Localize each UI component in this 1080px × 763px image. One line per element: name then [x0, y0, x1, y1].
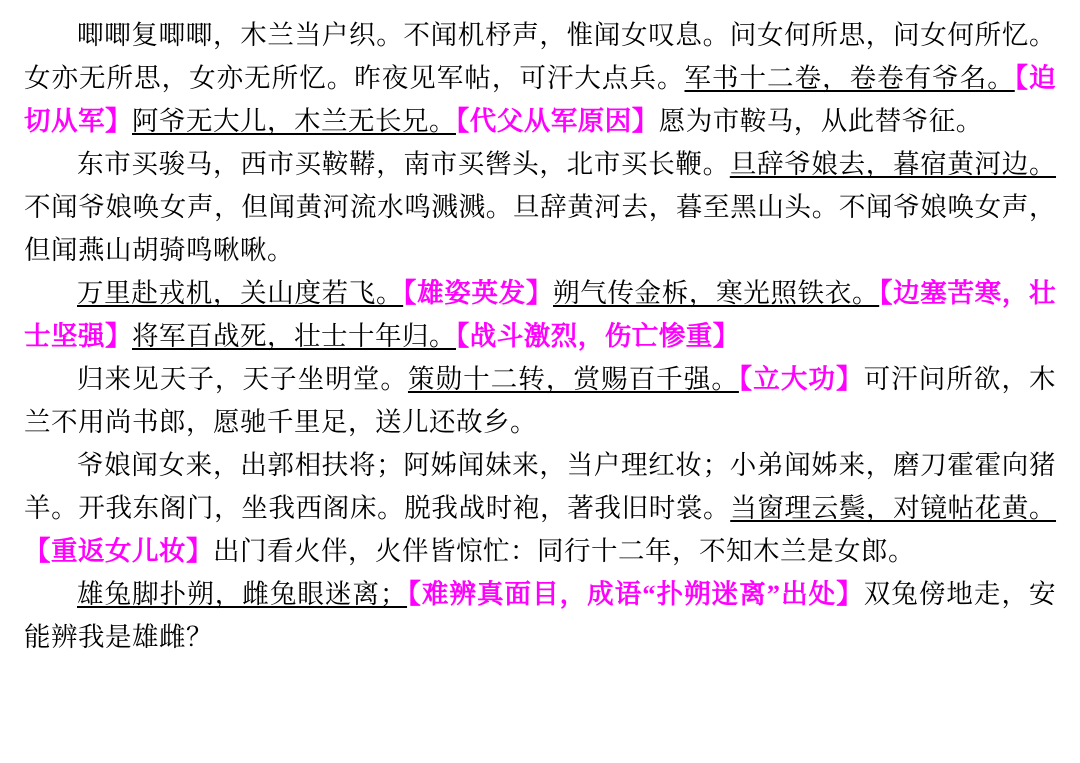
annotation-note: 【立大功】 [738, 364, 864, 394]
annotation-note: 【战斗激烈，伤亡惨重】 [456, 321, 740, 351]
paragraph [24, 358, 1056, 444]
annotation-note: 【重返女儿妆】 [24, 536, 213, 566]
underlined-text: 当窗理云鬓，对镜帖花黄。 [730, 493, 1057, 523]
poem-body [24, 14, 1056, 659]
paragraph [24, 444, 1056, 573]
underlined-text: 策勋十二转，赏赐百千强。 [407, 364, 739, 394]
plain-text: 爷娘闻女来，出郭相扶将；阿姊闻妹来，当户理红妆；小弟闻姊来，磨刀霍霍向猪羊。开我东阁门，坐我西阁床。脱我战时袍，著我旧时裳。 [24, 450, 1056, 523]
paragraph [24, 573, 1056, 659]
underlined-text: 军书十二卷，卷卷有爷名。 [684, 63, 1015, 93]
plain-text: 唧唧复唧唧，木兰当户织。不闻机杼声，惟闻女叹息。问女何所思，问女何所忆。女亦无所思，女亦无所忆。昨夜见军帖，可汗大点兵。 [24, 20, 1056, 93]
underlined-text: 旦辞爷娘去，暮宿黄河边。 [729, 149, 1057, 179]
annotation-note: 【代父从军原因】 [456, 106, 659, 136]
annotation-note: 【雄姿英发】 [403, 278, 554, 308]
plain-text: 东市买骏马，西市买鞍鞯，南市买辔头，北市买长鞭。 [77, 149, 730, 179]
annotation-note: 【边塞苦寒，壮士坚强】 [24, 278, 1057, 351]
plain-text: 不闻爷娘唤女声，但闻黄河流水鸣溅溅。旦辞黄河去，暮至黑山头。不闻爷娘唤女声，但闻燕山胡骑鸣啾啾。 [24, 192, 1056, 265]
underlined-text: 将军百战死，壮士十年归。 [132, 321, 456, 351]
underlined-text: 阿爷无大儿，木兰无长兄。 [132, 106, 456, 136]
paragraph [24, 14, 1056, 143]
plain-text: 愿为市鞍马，从此替爷征。 [658, 106, 983, 136]
plain-text: 可汗问所欲，木兰不用尚书郎，愿驰千里足，送儿还故乡。 [24, 364, 1057, 437]
paragraph [24, 143, 1056, 272]
annotation-note: 【难辨真面目，成语“扑朔迷离”出处】 [407, 579, 864, 609]
underlined-text: 雄兔脚扑朔，雌兔眼迷离； [77, 579, 408, 609]
plain-text: 归来见天子，天子坐明堂。 [77, 364, 408, 394]
plain-text: 双兔傍地走，安能辨我是雄雌？ [24, 579, 1057, 652]
underlined-text: 万里赴戎机，关山度若飞。 [77, 278, 404, 308]
paragraph [24, 272, 1056, 358]
plain-text: 出门看火伴，火伴皆惊忙：同行十二年，不知木兰是女郎。 [213, 536, 915, 566]
annotation-note: 【迫切从军】 [24, 63, 1057, 136]
underlined-text: 朔气传金柝，寒光照铁衣。 [553, 278, 880, 308]
